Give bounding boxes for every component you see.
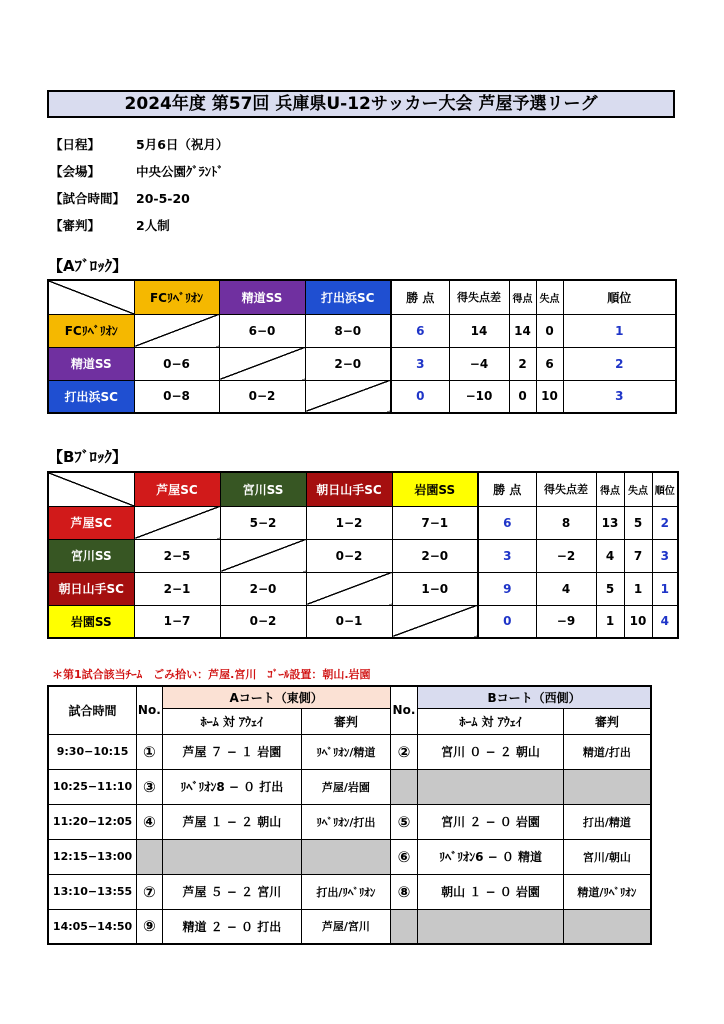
match-cell: 芦屋 ５ − ２ 宮川 <box>162 874 302 909</box>
result-cell: 2−0 <box>220 572 306 605</box>
time-cell: 12:15−13:00 <box>48 839 137 874</box>
empty-cell <box>418 909 564 944</box>
empty-cell <box>390 909 418 944</box>
header-no: No. <box>390 686 418 734</box>
ga-cell: 0 <box>536 314 563 347</box>
table-row <box>48 605 678 638</box>
points-cell: 6 <box>478 506 536 539</box>
points-cell: 3 <box>478 539 536 572</box>
header-goal-diff: 得失点差 <box>449 280 509 314</box>
rank-cell: 1 <box>563 314 676 347</box>
row-team: 芦屋SC <box>48 506 134 539</box>
match-cell: 芦屋 ７ − １ 岩園 <box>162 734 302 769</box>
match-no: ① <box>137 734 162 769</box>
empty-cell <box>418 769 564 804</box>
page-title: 2024年度 第57回 兵庫県U-12サッカー大会 芦屋予選リーグ <box>47 90 675 118</box>
row-team: 朝日山手SC <box>48 572 134 605</box>
points-cell: 3 <box>391 347 449 380</box>
result-cell: 7−1 <box>392 506 478 539</box>
referee-cell: 宮川/朝山 <box>563 839 651 874</box>
header-team: 宮川SS <box>220 472 306 506</box>
gf-cell: 2 <box>509 347 536 380</box>
table-row <box>48 539 678 572</box>
match-cell: 宮川 ０ − ２ 朝山 <box>418 734 564 769</box>
header-team: 打出浜SC <box>305 280 391 314</box>
table-row <box>48 804 651 839</box>
block-a-table <box>47 279 677 414</box>
self-cell <box>220 539 306 572</box>
ga-cell: 7 <box>624 539 652 572</box>
diff-cell: 4 <box>536 572 596 605</box>
time-cell: 9:30−10:15 <box>48 734 137 769</box>
match-cell: ﾘﾍﾞﾘｵﾝ6 − ０ 精道 <box>418 839 564 874</box>
header-court-b: Bコート（西側） <box>418 686 651 708</box>
table-row <box>48 839 651 874</box>
header-goals-against: 失点 <box>624 472 652 506</box>
referee-cell: 精道/ﾘﾍﾞﾘｵﾝ <box>563 874 651 909</box>
corner-cell <box>48 280 134 314</box>
result-cell: 0−6 <box>134 347 219 380</box>
header-goals-for: 得点 <box>596 472 624 506</box>
result-cell: 1−7 <box>134 605 220 638</box>
self-cell <box>306 572 392 605</box>
result-cell: 2−0 <box>305 347 391 380</box>
row-team: FCﾘﾍﾞﾘｵﾝ <box>48 314 134 347</box>
match-cell: 芦屋 １ − ２ 朝山 <box>162 804 302 839</box>
empty-cell <box>302 839 391 874</box>
info-match-time: 【試合時間】 20-5-20 <box>50 191 190 206</box>
gf-cell: 0 <box>509 380 536 413</box>
result-cell: 2−1 <box>134 572 220 605</box>
result-cell: 0−1 <box>306 605 392 638</box>
gf-cell: 14 <box>509 314 536 347</box>
row-team: 岩園SS <box>48 605 134 638</box>
match-cell: 朝山 １ − ０ 岩園 <box>418 874 564 909</box>
points-cell: 0 <box>478 605 536 638</box>
referee-cell: 打出/ﾘﾍﾞﾘｵﾝ <box>302 874 391 909</box>
gf-cell: 13 <box>596 506 624 539</box>
ga-cell: 5 <box>624 506 652 539</box>
ga-cell: 10 <box>624 605 652 638</box>
match-no: ⑥ <box>390 839 418 874</box>
referee-cell: 打出/精道 <box>563 804 651 839</box>
header-referee: 審判 <box>563 708 651 734</box>
self-cell <box>392 605 478 638</box>
match-no: ④ <box>137 804 162 839</box>
diff-cell: 14 <box>449 314 509 347</box>
result-cell: 1−0 <box>392 572 478 605</box>
header-rank: 順位 <box>563 280 676 314</box>
result-cell: 0−2 <box>219 380 305 413</box>
match-cell: 宮川 ２ − ０ 岩園 <box>418 804 564 839</box>
diff-cell: −10 <box>449 380 509 413</box>
result-cell: 2−0 <box>392 539 478 572</box>
result-cell: 0−2 <box>220 605 306 638</box>
time-cell: 10:25−11:10 <box>48 769 137 804</box>
diff-cell: −4 <box>449 347 509 380</box>
header-referee: 審判 <box>302 708 391 734</box>
diff-cell: −2 <box>536 539 596 572</box>
table-row <box>48 572 678 605</box>
rank-cell: 2 <box>652 506 678 539</box>
result-cell: 8−0 <box>305 314 391 347</box>
header-team: 芦屋SC <box>134 472 220 506</box>
header-match: ﾎｰﾑ 対 ｱｳｪｲ <box>418 708 564 734</box>
block-b-label: 【Bﾌﾞﾛｯｸ】 <box>48 448 127 466</box>
gf-cell: 5 <box>596 572 624 605</box>
self-cell <box>305 380 391 413</box>
corner-cell <box>48 472 134 506</box>
header-team: FCﾘﾍﾞﾘｵﾝ <box>134 280 219 314</box>
empty-cell <box>390 769 418 804</box>
info-date: 【日程】 5月6日（祝月） <box>50 137 229 152</box>
table-row <box>48 769 651 804</box>
table-row <box>48 909 651 944</box>
gf-cell: 4 <box>596 539 624 572</box>
row-team: 宮川SS <box>48 539 134 572</box>
header-goals-for: 得点 <box>509 280 536 314</box>
ga-cell: 1 <box>624 572 652 605</box>
schedule-table <box>47 685 652 945</box>
row-team: 精道SS <box>48 347 134 380</box>
result-cell: 0−8 <box>134 380 219 413</box>
empty-cell <box>563 769 651 804</box>
match-cell: ﾘﾍﾞﾘｵﾝ8 − ０ 打出 <box>162 769 302 804</box>
header-no: No. <box>137 686 162 734</box>
rank-cell: 3 <box>563 380 676 413</box>
time-cell: 14:05−14:50 <box>48 909 137 944</box>
header-match: ﾎｰﾑ 対 ｱｳｪｲ <box>162 708 302 734</box>
referee-cell: ﾘﾍﾞﾘｵﾝ/打出 <box>302 804 391 839</box>
match-no: ② <box>390 734 418 769</box>
points-cell: 6 <box>391 314 449 347</box>
result-cell: 2−5 <box>134 539 220 572</box>
referee-cell: ﾘﾍﾞﾘｵﾝ/精道 <box>302 734 391 769</box>
header-points: 勝 点 <box>478 472 536 506</box>
header-time: 試合時間 <box>48 686 137 734</box>
self-cell <box>134 506 220 539</box>
self-cell <box>219 347 305 380</box>
table-row <box>48 874 651 909</box>
table-row <box>48 347 676 380</box>
header-goal-diff: 得失点差 <box>536 472 596 506</box>
result-cell: 5−2 <box>220 506 306 539</box>
block-a-label: 【Aﾌﾞﾛｯｸ】 <box>48 257 128 275</box>
diff-cell: −9 <box>536 605 596 638</box>
ga-cell: 6 <box>536 347 563 380</box>
rank-cell: 4 <box>652 605 678 638</box>
header-points: 勝 点 <box>391 280 449 314</box>
referee-cell: 精道/打出 <box>563 734 651 769</box>
table-row <box>48 734 651 769</box>
duty-note: ＊第1試合該当ﾁｰﾑ ごみ拾い：芦屋.宮川 ｺﾞｰﾙ設置：朝山.岩園 <box>52 668 371 681</box>
header-rank: 順位 <box>652 472 678 506</box>
ga-cell: 10 <box>536 380 563 413</box>
header-team: 精道SS <box>219 280 305 314</box>
match-cell: 精道 ２ − ０ 打出 <box>162 909 302 944</box>
diff-cell: 8 <box>536 506 596 539</box>
table-row <box>48 380 676 413</box>
referee-cell: 芦屋/宮川 <box>302 909 391 944</box>
header-goals-against: 失点 <box>536 280 563 314</box>
time-cell: 13:10−13:55 <box>48 874 137 909</box>
referee-cell: 芦屋/岩園 <box>302 769 391 804</box>
match-no: ⑧ <box>390 874 418 909</box>
match-no: ⑨ <box>137 909 162 944</box>
gf-cell: 1 <box>596 605 624 638</box>
self-cell <box>134 314 219 347</box>
match-no: ⑦ <box>137 874 162 909</box>
row-team: 打出浜SC <box>48 380 134 413</box>
empty-cell <box>162 839 302 874</box>
info-venue: 【会場】 中央公園ｸﾞﾗﾝﾄﾞ <box>50 164 224 179</box>
points-cell: 9 <box>478 572 536 605</box>
header-team: 朝日山手SC <box>306 472 392 506</box>
points-cell: 0 <box>391 380 449 413</box>
header-court-a: Aコート（東側） <box>162 686 390 708</box>
empty-cell <box>137 839 162 874</box>
result-cell: 0−2 <box>306 539 392 572</box>
empty-cell <box>563 909 651 944</box>
rank-cell: 2 <box>563 347 676 380</box>
time-cell: 11:20−12:05 <box>48 804 137 839</box>
table-row <box>48 506 678 539</box>
match-no: ⑤ <box>390 804 418 839</box>
result-cell: 1−2 <box>306 506 392 539</box>
header-team: 岩園SS <box>392 472 478 506</box>
table-row <box>48 314 676 347</box>
rank-cell: 1 <box>652 572 678 605</box>
result-cell: 6−0 <box>219 314 305 347</box>
rank-cell: 3 <box>652 539 678 572</box>
match-no: ③ <box>137 769 162 804</box>
block-b-table <box>47 471 679 639</box>
info-referee: 【審判】 2人制 <box>50 218 170 233</box>
